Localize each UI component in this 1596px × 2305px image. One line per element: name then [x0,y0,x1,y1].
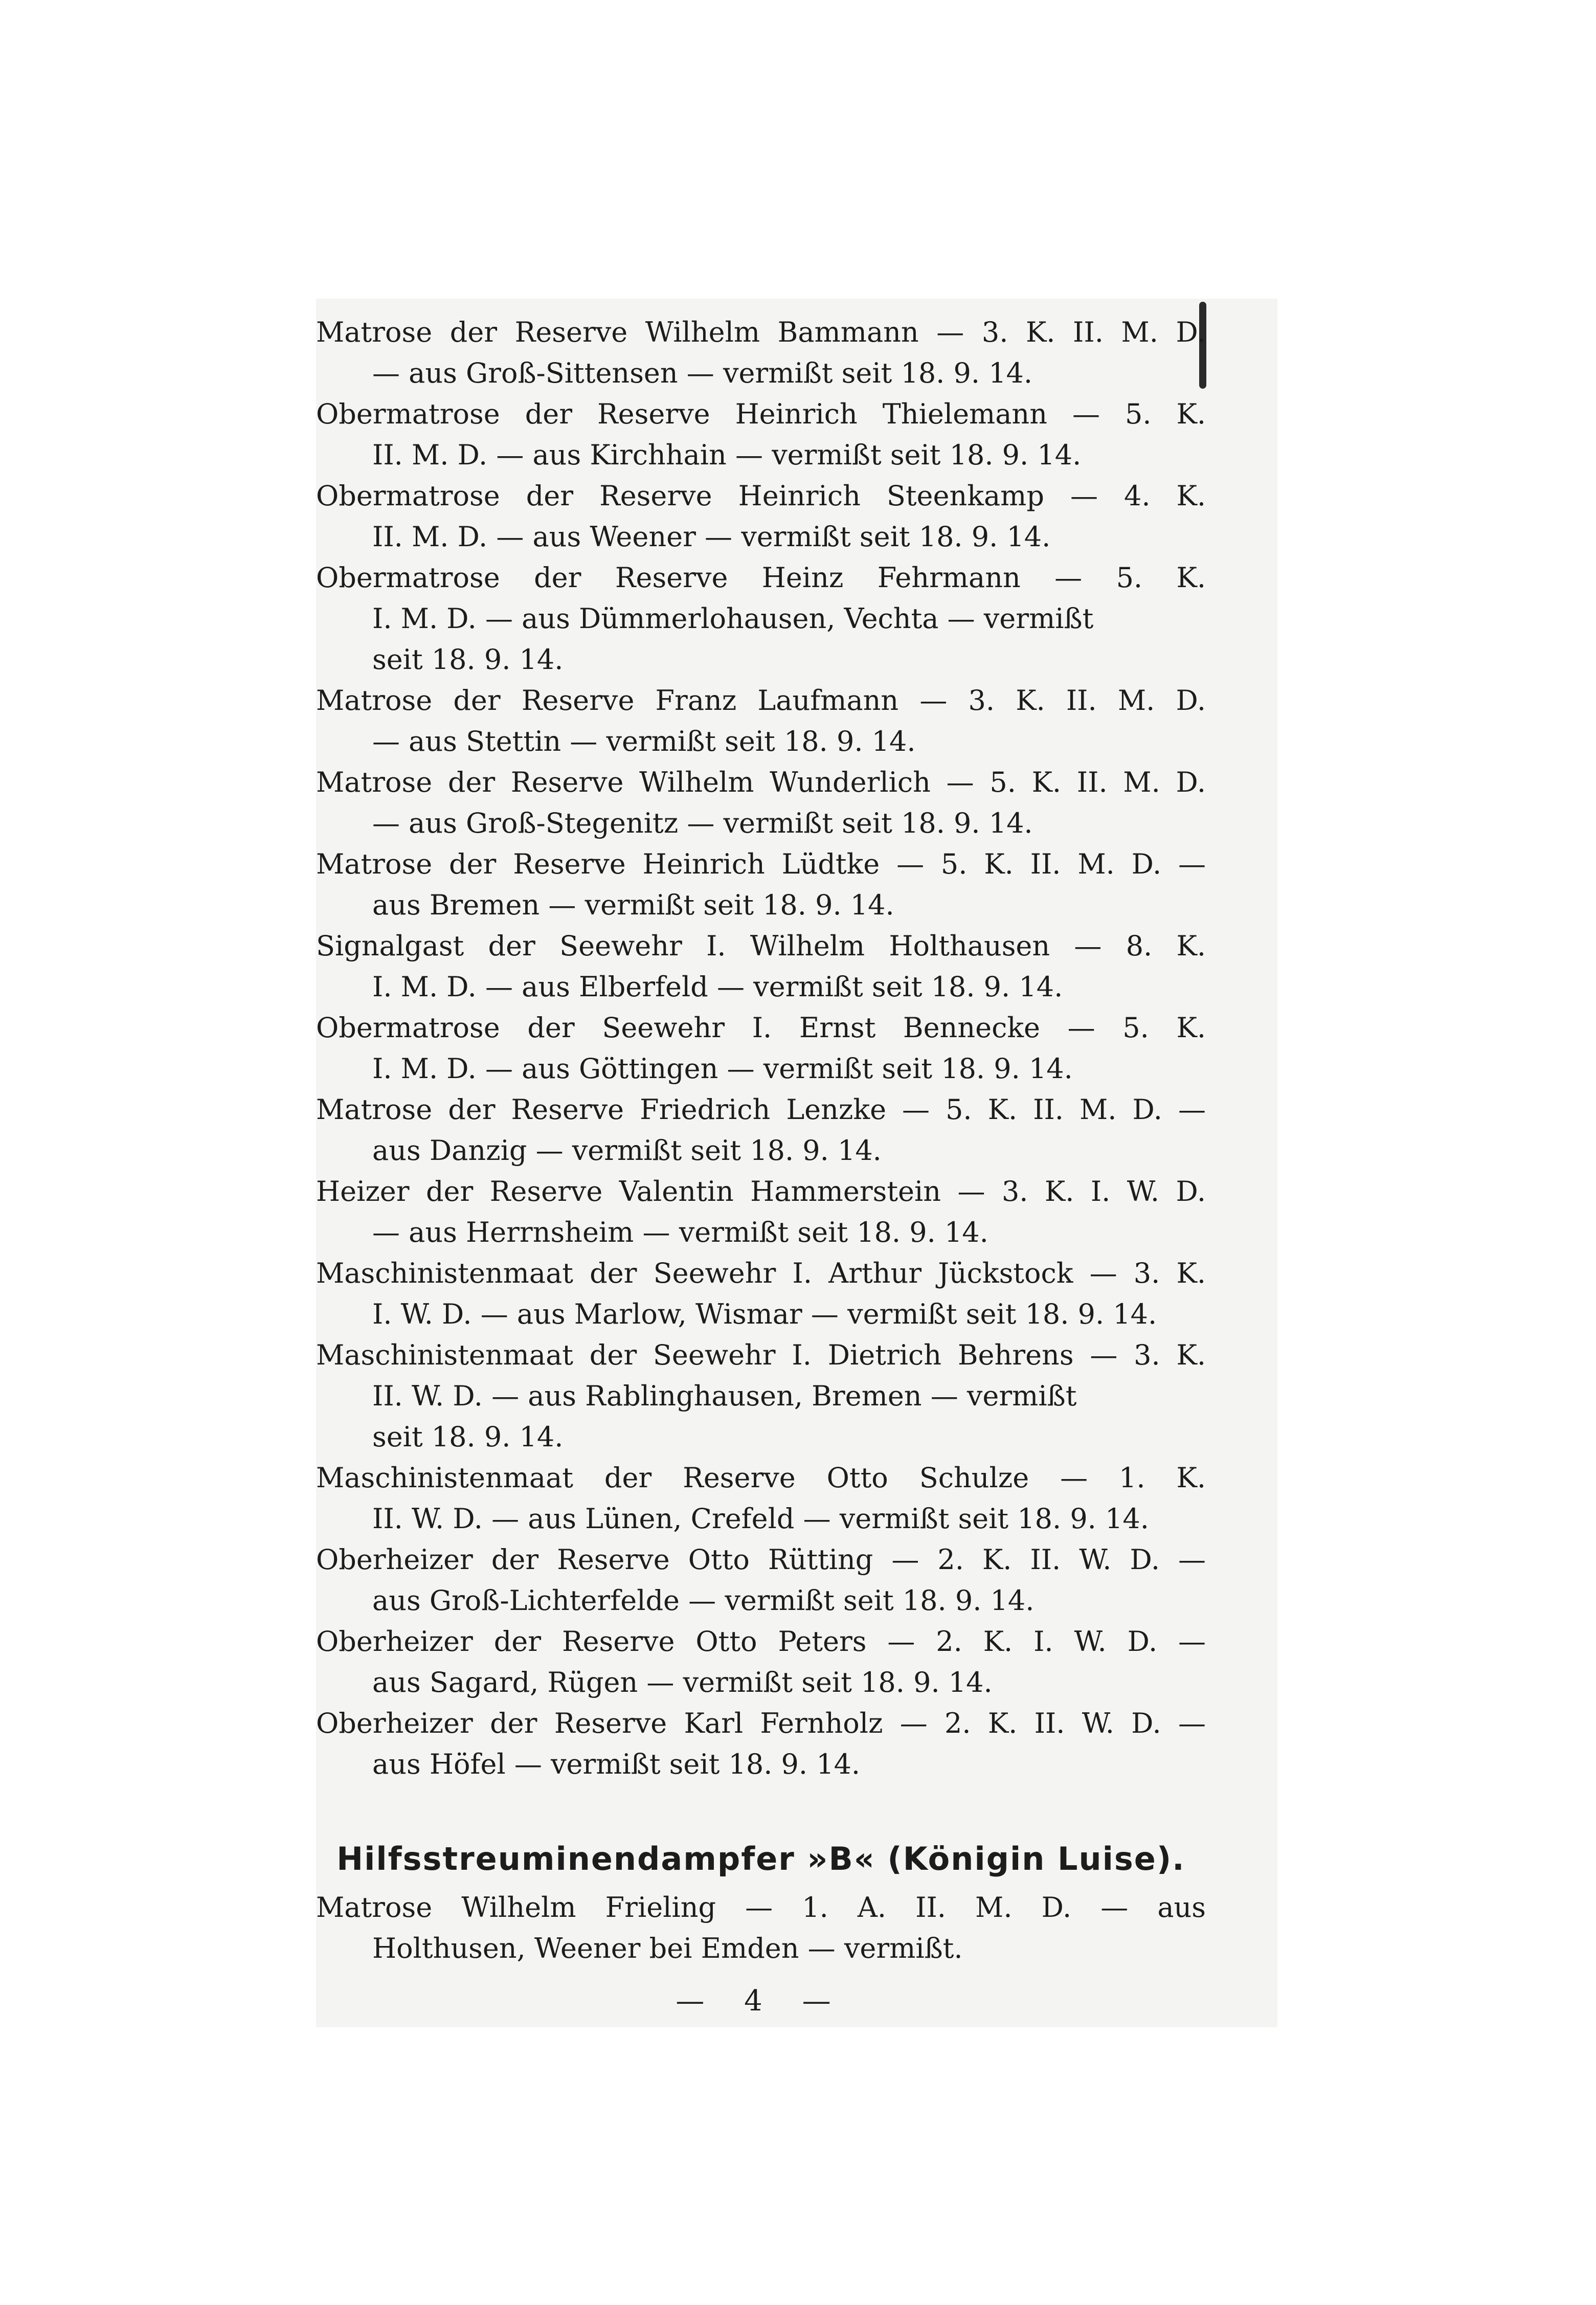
entry-line: Obermatrose der Reserve Heinz Fehrmann — 5. K. [316,562,1206,594]
casualty-entry [316,1458,1206,1539]
section-heading: Hilfsstreuminendampfer »B« (Königin Luise). [336,1840,1185,1877]
entry-line: Signalgast der Seewehr I. Wilhelm Holthausen — 8. K. [316,930,1206,962]
entry-continuation: — aus Stettin — vermißt seit 18. 9. 14. [372,725,916,757]
entry-continuation: aus Sagard, Rügen — vermißt seit 18. 9. 14. [372,1666,993,1698]
entry-continuation: — aus Herrnsheim — vermißt seit 18. 9. 14. [372,1216,988,1248]
entry-line: Matrose Wilhelm Frieling — 1. A. II. M. D. — aus [316,1891,1206,1923]
entry-line: Matrose der Reserve Heinrich Lüdtke — 5. K. II. M. D. — [316,848,1206,880]
entry-line: Oberheizer der Reserve Otto Peters — 2. K. I. W. D. — [316,1625,1206,1658]
entry-line: Maschinistenmaat der Seewehr I. Dietrich Behrens — 3. K. [316,1339,1206,1371]
casualty-entry [316,557,1206,680]
entry-continuation: II. M. D. — aus Weener — vermißt seit 18. 9. 14. [372,521,1051,553]
casualty-entry [316,312,1206,394]
casualty-entry [316,926,1206,1008]
entry-continuation: aus Groß-Lichterfelde — vermißt seit 18. 9. 14. [372,1584,1035,1617]
entry-line: Oberheizer der Reserve Otto Rütting — 2. K. II. W. D. — [316,1543,1206,1576]
entry-line: Obermatrose der Reserve Heinrich Thielemann — 5. K. [316,398,1206,430]
casualty-entry [316,1335,1206,1458]
entry-continuation: I. M. D. — aus Göttingen — vermißt seit 18. 9. 14. [372,1053,1073,1085]
entry-line: Matrose der Reserve Franz Laufmann — 3. K. II. M. D. [316,684,1206,717]
entry-line: Maschinistenmaat der Reserve Otto Schulze — 1. K. [316,1462,1206,1494]
casualty-entry [316,762,1206,844]
entry-line: Maschinistenmaat der Seewehr I. Arthur Jückstock — 3. K. [316,1257,1206,1289]
entry-continuation: — aus Groß-Stegenitz — vermißt seit 18. 9. 14. [372,807,1033,839]
entry-continuation: aus Bremen — vermißt seit 18. 9. 14. [372,889,894,921]
document-body [316,312,1206,1969]
entry-continuation: Holthusen, Weener bei Emden — vermißt. [372,1932,963,1964]
entry-continuation: — aus Groß-Sittensen — vermißt seit 18. 9. 14. [372,357,1033,389]
casualty-entry [316,1171,1206,1253]
entry-continuation: II. W. D. — aus Rablinghausen, Bremen — vermißt [372,1380,1077,1412]
casualty-entry [316,844,1206,926]
entry-line: Matrose der Reserve Wilhelm Wunderlich — 5. K. II. M. D. [316,766,1206,798]
entry-continuation: II. W. D. — aus Lünen, Crefeld — vermißt seit 18. 9. 14. [372,1503,1149,1535]
entry-line: Oberheizer der Reserve Karl Fernholz — 2. K. II. W. D. — [316,1707,1206,1739]
casualty-entry [316,1621,1206,1703]
casualty-entry [316,1008,1206,1089]
entry-line: Obermatrose der Reserve Heinrich Steenkamp — 4. K. [316,480,1206,512]
entry-continuation: aus Danzig — vermißt seit 18. 9. 14. [372,1134,882,1167]
entry-continuation: seit 18. 9. 14. [372,1421,564,1453]
page-number: — 4 — [676,1984,846,2018]
casualty-entry [316,476,1206,557]
casualty-entry [316,1887,1206,1969]
entry-continuation: seit 18. 9. 14. [372,643,564,676]
casualty-entry [316,394,1206,476]
entry-continuation: I. M. D. — aus Dümmerlohausen, Vechta — vermißt [372,602,1094,635]
entry-line: Matrose der Reserve Friedrich Lenzke — 5. K. II. M. D. — [316,1093,1206,1126]
entry-line: Obermatrose der Seewehr I. Ernst Bennecke — 5. K. [316,1012,1206,1044]
casualty-entry [316,1539,1206,1621]
casualty-entry [316,680,1206,762]
casualty-entry [316,1703,1206,1785]
entry-continuation: aus Höfel — vermißt seit 18. 9. 14. [372,1748,861,1780]
entry-continuation: II. M. D. — aus Kirchhain — vermißt seit 18. 9. 14. [372,439,1082,471]
entry-line: Heizer der Reserve Valentin Hammerstein — 3. K. I. W. D. [316,1175,1206,1207]
casualty-entry [316,1253,1206,1335]
entry-continuation: I. W. D. — aus Marlow, Wismar — vermißt seit 18. 9. 14. [372,1298,1157,1330]
casualty-entry [316,1089,1206,1171]
entry-line: Matrose der Reserve Wilhelm Bammann — 3. K. II. M. D. [316,316,1206,348]
entry-continuation: I. M. D. — aus Elberfeld — vermißt seit 18. 9. 14. [372,971,1063,1003]
